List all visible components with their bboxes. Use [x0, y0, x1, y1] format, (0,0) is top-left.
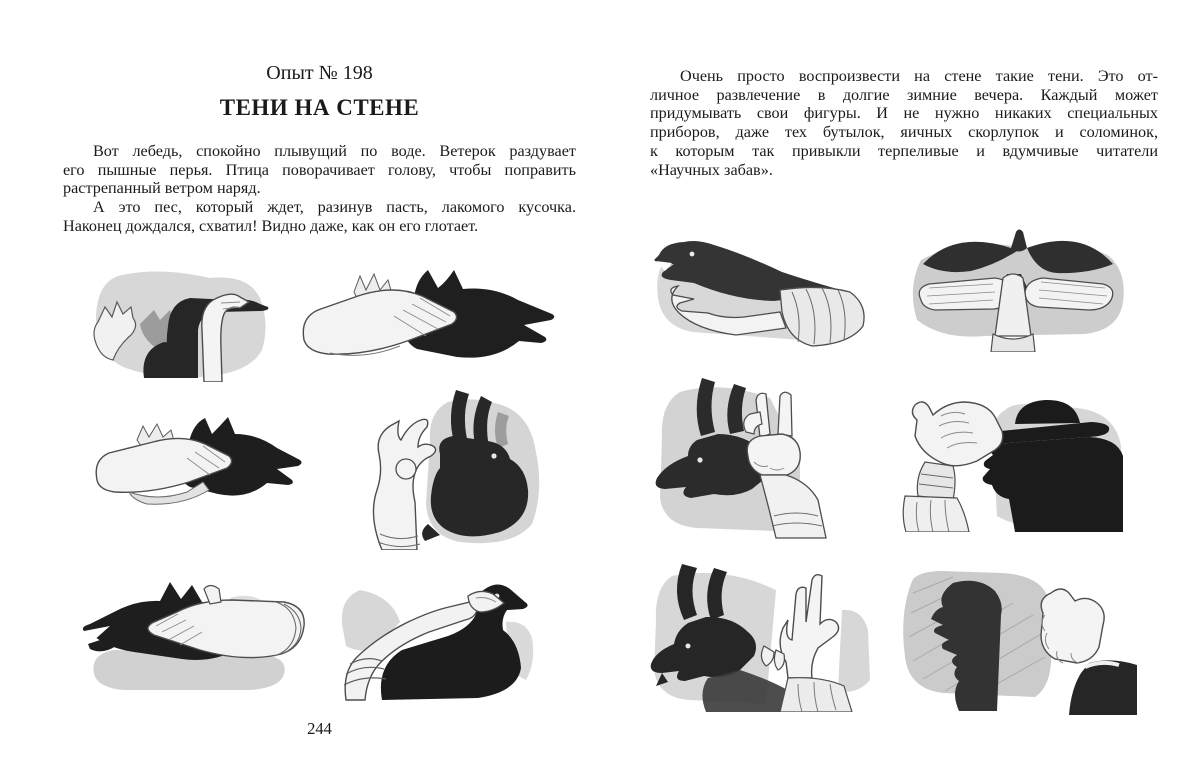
- rabbit-shadow-icon: [330, 384, 545, 550]
- text-line: растрепанный ветром наряд.: [63, 179, 261, 198]
- man-profile-shadow-icon: [893, 553, 1137, 715]
- flying-bird-shadow-icon: [903, 220, 1131, 352]
- figure-man-in-hat-hand-shadow: [897, 386, 1129, 532]
- text-line: к которым так привыкли терпеливые и вдумчивые читатели: [650, 141, 1158, 160]
- left-paragraph-1: [63, 142, 576, 198]
- figure-rabbit-hand-shadow: [330, 384, 545, 550]
- text-line: Вот лебедь, спокойно плывущий по воде. Ветерок раздувает: [93, 142, 576, 160]
- text-line: А это пес, который ждет, разинув пасть, лакомого кусочка.: [93, 198, 576, 216]
- chamois-shadow-icon: [646, 550, 883, 712]
- figure-chamois-hand-shadow: [646, 550, 883, 712]
- wolf-head-shadow-icon: [300, 256, 562, 376]
- right-paragraph: [650, 67, 1158, 179]
- text-line: придумывать свои фигуры. И не нужно никаких специальных: [650, 104, 1158, 123]
- man-in-hat-shadow-icon: [897, 386, 1129, 532]
- figure-man-profile-hand-shadow: [893, 553, 1137, 715]
- page-number: 244: [307, 719, 332, 738]
- figure-wolf-head-hand-shadow: [300, 256, 562, 376]
- figure-dog-head-hand-shadow: [95, 406, 307, 522]
- text-line: его пышные перья. Птица поворачивает голову, чтобы поправить: [63, 160, 576, 179]
- figure-goat-head-hand-shadow: [650, 368, 876, 540]
- text-line: приборов, даже тех бутылок, яичных скорлупок и соломинок,: [650, 123, 1158, 142]
- left-paragraph-2: [63, 198, 576, 235]
- text-line: личное развлечение в долгие зимние вечера. Каждый может: [650, 85, 1158, 104]
- figure-flying-bird-hand-shadow: [903, 220, 1131, 352]
- chapter-title: ТЕНИ НА СТЕНЕ: [219, 95, 420, 120]
- figure-wolf-left-hand-shadow: [80, 562, 308, 694]
- text-line: Очень просто воспроизвести на стене такие тени. Это от-: [680, 67, 1158, 85]
- wolf-left-shadow-icon: [80, 562, 308, 694]
- figure-swan-hand-shadow: [88, 250, 288, 382]
- goat-head-shadow-icon: [650, 368, 876, 540]
- text-line: Наконец дождался, схватил! Видно даже, как он его глотает.: [63, 216, 479, 235]
- black-swan-shadow-icon: [330, 562, 545, 704]
- figure-black-swan-hand-shadow: [330, 562, 545, 704]
- swan-shadow-icon: [88, 250, 288, 382]
- figure-duck-head-hand-shadow: [652, 220, 874, 352]
- duck-head-shadow-icon: [652, 220, 874, 352]
- text-line: «Научных забав».: [650, 160, 773, 179]
- dog-head-shadow-icon: [95, 406, 307, 522]
- experiment-number: Опыт № 198: [266, 62, 373, 84]
